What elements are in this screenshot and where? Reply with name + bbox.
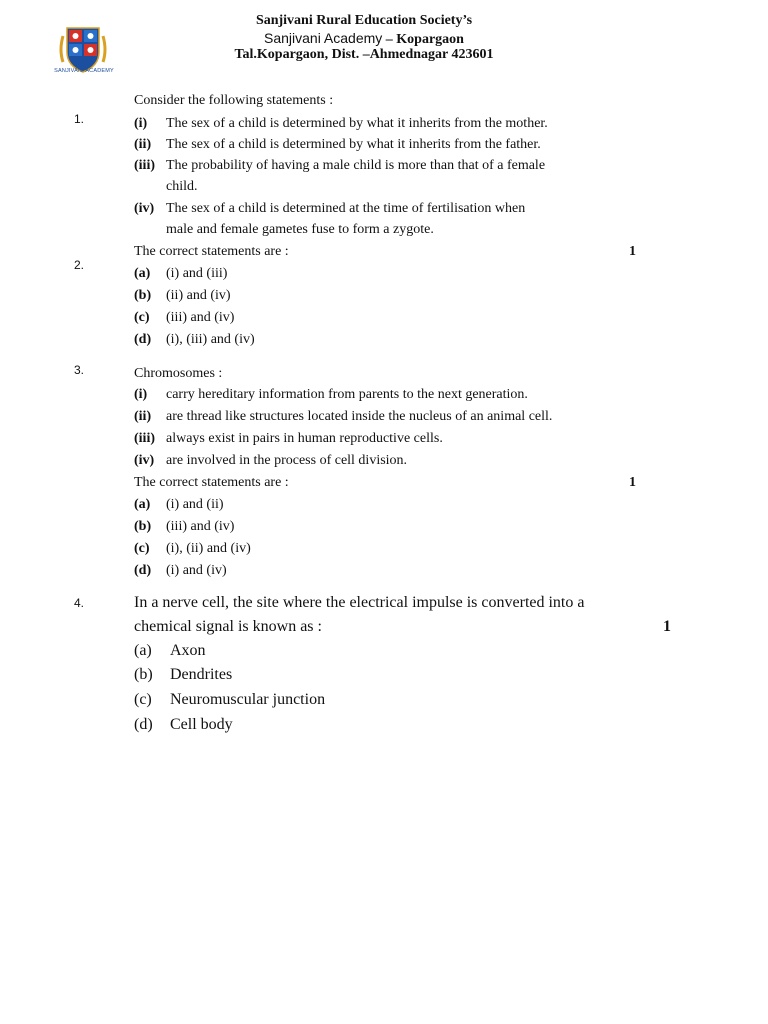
- statement-label: (iv): [134, 453, 155, 468]
- option-label: (a): [134, 266, 151, 281]
- option: [134, 691, 325, 709]
- question-number: 3.: [74, 363, 85, 377]
- option: [134, 666, 232, 684]
- statement-text: The sex of a child is determined by what it inherits from the father.: [166, 137, 541, 152]
- correct-statements-prompt: The correct statements are :: [134, 244, 289, 259]
- statement: [134, 453, 407, 469]
- option: [134, 332, 255, 348]
- statement-text: The sex of a child is determined by what it inherits from the mother.: [166, 116, 548, 131]
- question-number: 1.: [74, 112, 85, 126]
- option-text: (i) and (ii): [166, 497, 224, 512]
- option: [134, 266, 227, 282]
- statement-label: (ii): [134, 409, 152, 424]
- option-text: (ii) and (iv): [166, 288, 231, 303]
- option-label: (c): [134, 310, 150, 325]
- option-label: (c): [134, 691, 152, 708]
- statement: [134, 116, 548, 132]
- question-stem: Consider the following statements :: [134, 93, 334, 108]
- marks-label: 1: [629, 244, 636, 259]
- marks-label: 1: [663, 618, 671, 635]
- correct-statements-prompt: The correct statements are :: [134, 475, 289, 490]
- statement-label: (iii): [134, 431, 155, 446]
- option-label: (b): [134, 288, 152, 303]
- statement-text: are involved in the process of cell division.: [166, 453, 408, 468]
- statement-continuation: child.: [166, 179, 198, 194]
- statement: [134, 137, 541, 153]
- option-text: (i), (iii) and (iv): [166, 332, 255, 347]
- option-label: (a): [134, 642, 152, 659]
- option-text: Neuromuscular junction: [170, 691, 326, 708]
- question-number: 2.: [74, 258, 85, 272]
- statement: [134, 431, 443, 447]
- statement-text: The sex of a child is determined at the time of fertilisation when: [166, 201, 526, 216]
- question-number: 4.: [74, 596, 85, 610]
- statement-text: The probability of having a male child is more than that of a female: [166, 158, 546, 173]
- option: [134, 288, 231, 304]
- statement-continuation: male and female gametes fuse to form a zygote.: [166, 222, 434, 237]
- statement-label: (iii): [134, 158, 155, 173]
- logo-caption: SANJIVANI ACADEMY: [54, 68, 114, 74]
- statement-text: always exist in pairs in human reproductive cells.: [166, 431, 443, 446]
- option-text: Cell body: [170, 716, 233, 733]
- statement-text: carry hereditary information from parents to the next generation.: [166, 387, 528, 402]
- option-text: (i) and (iv): [166, 563, 227, 578]
- option-text: Dendrites: [170, 666, 233, 683]
- option: [134, 519, 234, 535]
- option: [134, 716, 233, 734]
- statement: [134, 158, 545, 174]
- option-text: (i), (ii) and (iv): [166, 541, 251, 556]
- statement: [134, 409, 552, 425]
- statement-text: are thread like structures located inside the nucleus of an animal cell.: [166, 409, 553, 424]
- academy-name: Sanjivani Academy: [264, 30, 383, 46]
- option-text: (i) and (iii): [166, 266, 228, 281]
- academy-separator: –: [382, 32, 397, 47]
- society-title: Sanjivani Rural Education Society’s: [255, 13, 473, 28]
- option: [134, 310, 234, 326]
- statement-label: (i): [134, 387, 148, 402]
- option-label: (d): [134, 332, 152, 347]
- option-label: (c): [134, 541, 150, 556]
- option: [134, 642, 206, 660]
- question-stem: Chromosomes :: [134, 366, 223, 381]
- question-stem-line2: chemical signal is known as :: [134, 618, 322, 635]
- option-label: (b): [134, 519, 152, 534]
- address-line: Tal.Kopargaon, Dist. –Ahmednagar 423601: [234, 47, 494, 62]
- statement-label: (iv): [134, 201, 155, 216]
- option-text: Axon: [170, 642, 206, 659]
- statement-label: (i): [134, 116, 148, 131]
- option-text: (iii) and (iv): [166, 519, 235, 534]
- statement: [134, 387, 528, 403]
- marks-label: 1: [629, 475, 636, 490]
- option-text: (iii) and (iv): [166, 310, 235, 325]
- option-label: (b): [134, 666, 153, 683]
- option-label: (d): [134, 563, 152, 578]
- question-stem-line1: In a nerve cell, the site where the electrical impulse is converted into a: [134, 594, 585, 611]
- statement-label: (ii): [134, 137, 152, 152]
- option-label: (d): [134, 716, 153, 733]
- option: [134, 563, 227, 579]
- option-label: (a): [134, 497, 151, 512]
- academy-place: Kopargaon: [396, 32, 464, 47]
- option: [134, 497, 224, 513]
- statement: [134, 201, 525, 217]
- option: [134, 541, 251, 557]
